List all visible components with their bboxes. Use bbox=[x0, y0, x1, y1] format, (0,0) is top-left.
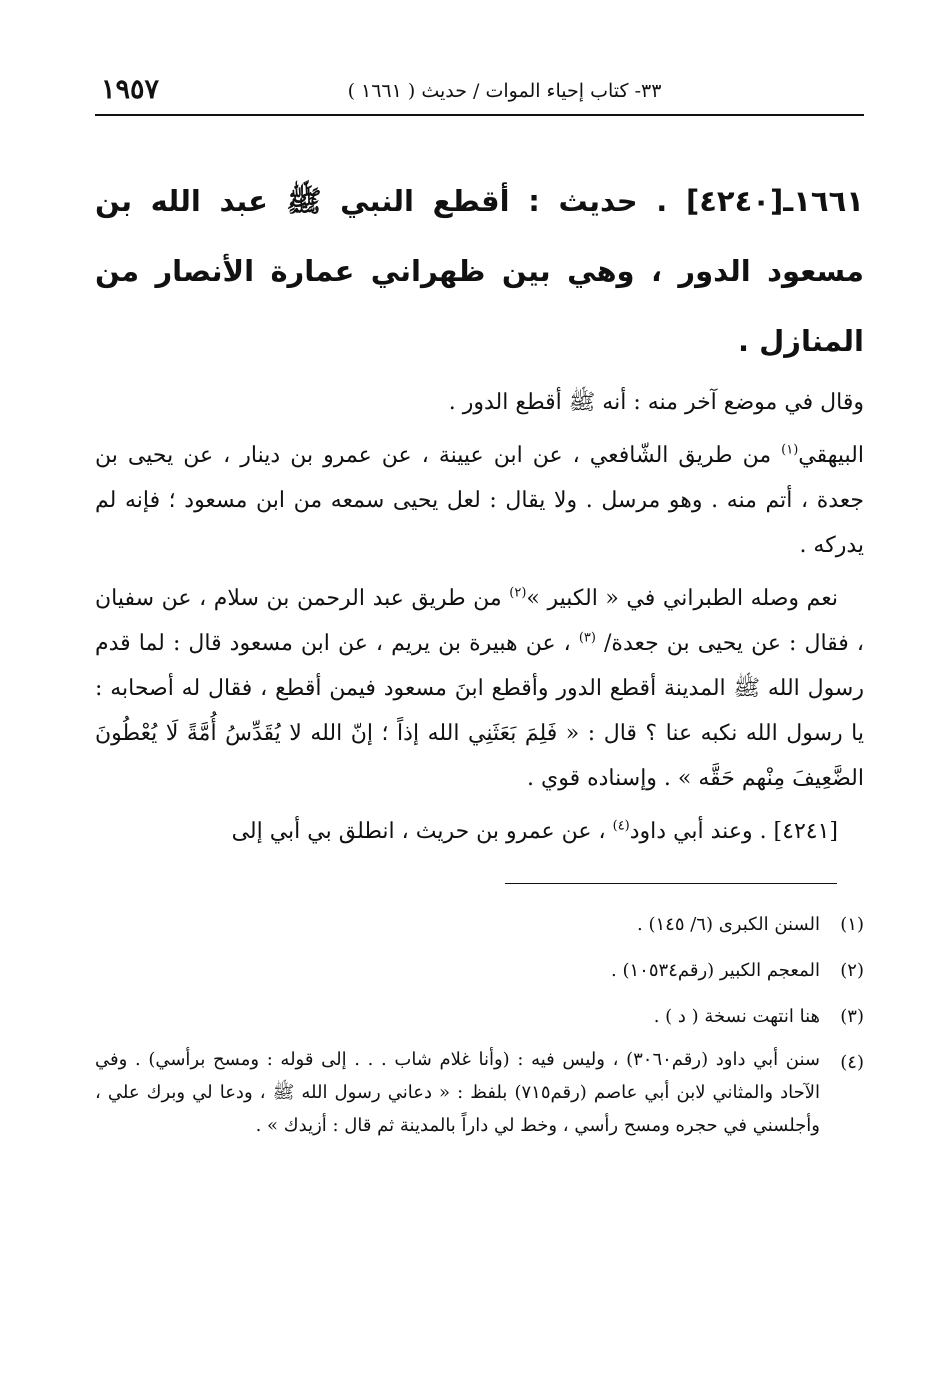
paragraph-3 bbox=[95, 576, 864, 801]
paragraph-4 bbox=[95, 809, 864, 854]
running-title: ٣٣- كتاب إحياء الموات / حديث ( ١٦٦١ ) bbox=[347, 80, 662, 102]
hadith-title: ١٦٦١ـ[٤٢٤٠] . حديث : أقطع النبي ﷺ عبد الله بن مسعود الدور ، وهي بين ظهراني عمارة الأنصار من المنازل . bbox=[95, 184, 864, 358]
footnote-text: السنن الكبرى (٦/ ١٤٥) . bbox=[637, 914, 820, 935]
footnote-number: (٢) bbox=[840, 960, 864, 981]
footnote-ref-2: (٢) bbox=[509, 585, 527, 601]
footnote-number: (٣) bbox=[840, 1006, 864, 1027]
paragraph-2-start: البيهقي bbox=[798, 443, 864, 468]
footnote-item bbox=[95, 951, 864, 991]
footnote-number: (١) bbox=[840, 914, 864, 935]
footnote-text: هنا انتهت نسخة ( د ) . bbox=[653, 1006, 820, 1027]
footnote-text: سنن أبي داود (رقم٣٠٦٠) ، وليس فيه : (وأنا غلام شاب . . . إلى قوله : ومسح برأسي) . وفي الآحاد والمثاني لابن أبي عاصم (رقم٧١٥) بلفظ : « دعاني رسول الله ﷺ ، ودعا لي وبرك علي ، وأجلسني في حجره ومسح رأسي ، وخط لي داراً بالمدينة ثم قال : أزيدك » . bbox=[95, 1049, 821, 1136]
footnote-number: (٤) bbox=[840, 1052, 864, 1073]
footnote-item bbox=[95, 997, 864, 1037]
page-number: ١٩٥٧ bbox=[101, 74, 160, 105]
paragraph-2-rest: من طريق الشّافعي ، عن ابن عيينة ، عن عمرو بن دينار ، عن يحيى بن جعدة ، أتم منه . وهو مرسل . ولا يقال : لعل يحيى سمعه من ابن مسعود ؛ فإنه لم يدركه . bbox=[95, 443, 864, 558]
footnote-ref-1: (١) bbox=[781, 442, 799, 458]
main-text bbox=[95, 166, 864, 854]
footnote-item bbox=[95, 1043, 864, 1142]
paragraph-3-middle: من طريق عبد الرحمن بن سلام ، عن سفيان ، فقال : عن يحيى بن جعدة/ bbox=[95, 586, 864, 656]
paragraph-3-rest: ، عن هبيرة بن يريم ، عن ابن مسعود قال : لما قدم رسول الله ﷺ المدينة أقطع الدور وأقطع ابنَ مسعود فيمن أقطع ، فقال له أصحابه : يا رسول الله نكبه عنا ؟ قال : « فَلِمَ بَعَثَنِي الله إذاً ؛ إنّ الله لا يُقَدِّسُ أُمَّةً لَا يُعْطُونَ الضَّعِيفَ مِنْهم حَقَّه » . وإسناده قوي . bbox=[95, 631, 864, 791]
paragraph-3-start: نعم وصله الطبراني في « الكبير » bbox=[526, 586, 838, 611]
footnote-text: المعجم الكبير (رقم١٠٥٣٤) . bbox=[611, 960, 820, 981]
paragraph-2 bbox=[95, 433, 864, 568]
footnote-item bbox=[95, 905, 864, 945]
paragraph-4-start: [٤٢٤١] . وعند أبي داود bbox=[629, 819, 838, 844]
footnote-separator bbox=[505, 883, 837, 884]
paragraph-1: وقال في موضع آخر منه : أنه ﷺ أقطع الدور . bbox=[448, 390, 864, 415]
paragraph-4-rest: ، عن عمرو بن حريث ، انطلق بي أبي إلى bbox=[231, 819, 613, 844]
footnote-ref-3: (٣) bbox=[578, 630, 596, 646]
footnote-ref-4: (٤) bbox=[612, 818, 630, 834]
footnotes bbox=[95, 905, 864, 1148]
page-header bbox=[95, 74, 864, 116]
